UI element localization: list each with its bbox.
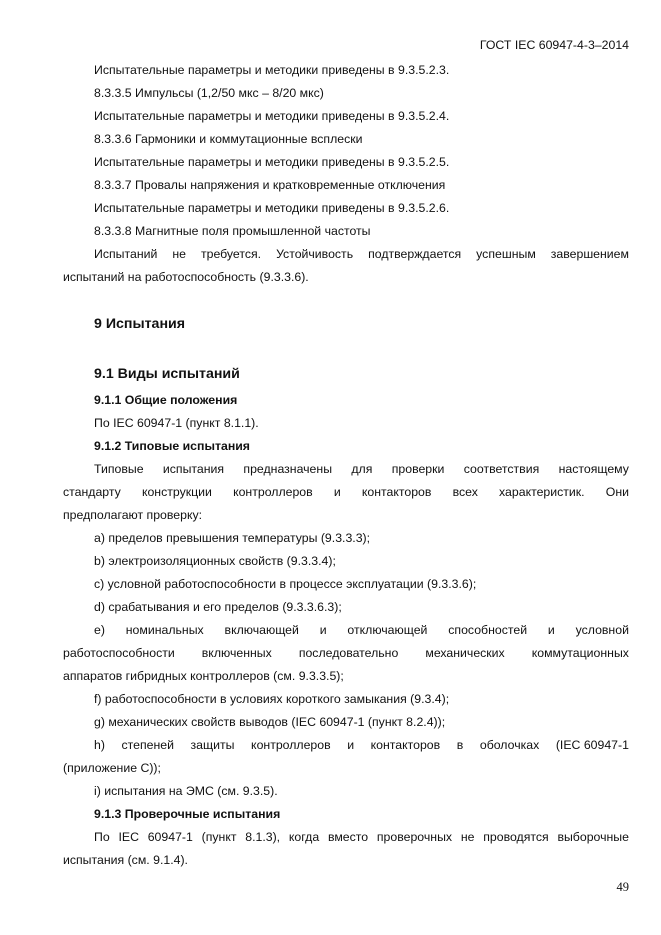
word: способностей	[448, 623, 528, 637]
list-item: аппаратов гибридных контроллеров (см. 9.3.3.5);	[63, 669, 344, 683]
paragraph: Испытательные параметры и методики приведены в 9.3.5.2.5.	[94, 155, 450, 169]
word: IEC	[118, 830, 139, 844]
word: последовательно	[298, 646, 399, 660]
word: характеристик.	[499, 485, 585, 499]
word: контроллеров	[251, 738, 331, 752]
clause-heading: 8.3.3.7 Провалы напряжения и кратковременные отключения	[94, 178, 446, 192]
justified-line	[63, 484, 629, 500]
word: предназначены	[243, 462, 333, 476]
word: e)	[94, 623, 105, 637]
list-item: c) условной работоспособности в процессе эксплуатации (9.3.3.6);	[94, 577, 477, 591]
word: номинальных	[125, 623, 204, 637]
word: проверочных	[376, 830, 453, 844]
word: оболочках	[479, 738, 540, 752]
word: степеней	[121, 738, 174, 752]
word: выборочные	[557, 830, 629, 844]
list-item: i) испытания на ЭМС (см. 9.3.5).	[94, 784, 278, 798]
paragraph: испытаний на работоспособность (9.3.3.6).	[63, 270, 309, 284]
word: и	[547, 623, 555, 637]
paragraph: Испытательные параметры и методики приведены в 9.3.5.2.6.	[94, 201, 450, 215]
word: (пункт	[201, 830, 237, 844]
word: успешным	[476, 247, 536, 261]
word: вместо	[327, 830, 369, 844]
word: 60947-1	[147, 830, 193, 844]
word: По	[94, 830, 110, 844]
page-number: 49	[616, 880, 629, 894]
list-item: f) работоспособности в условиях короткого замыкания (9.3.4);	[94, 692, 450, 706]
justified-line	[94, 622, 629, 638]
word: когда	[288, 830, 320, 844]
word: контакторов	[361, 485, 432, 499]
word: условной	[575, 623, 629, 637]
justified-line	[94, 829, 629, 845]
word: всех	[452, 485, 478, 499]
paragraph: испытания (см. 9.1.4).	[63, 853, 188, 867]
word: завершением	[550, 247, 629, 261]
word: в	[456, 738, 464, 752]
word: испытания	[162, 462, 225, 476]
section-heading: 9 Испытания	[94, 316, 186, 332]
justified-line	[63, 645, 629, 661]
standard-header: ГОСТ IEC 60947-4-3–2014	[479, 38, 629, 52]
clause-heading: 9.1.1 Общие положения	[94, 393, 238, 407]
word: проверки	[391, 462, 445, 476]
word: и	[333, 485, 341, 499]
word: подтверждается	[368, 247, 462, 261]
list-item: d) срабатывания и его пределов (9.3.3.6.3);	[94, 600, 342, 614]
subsection-heading: 9.1 Виды испытаний	[94, 366, 240, 382]
list-item: b) электроизоляционных свойств (9.3.3.4);	[94, 554, 336, 568]
paragraph: По IEC 60947-1 (пункт 8.1.1).	[94, 416, 259, 430]
word: 8.1.3),	[245, 830, 281, 844]
word: не	[460, 830, 475, 844]
clause-heading: 9.1.3 Проверочные испытания	[94, 807, 281, 821]
list-item: g) механических свойств выводов (IEC 60947-1 (пункт 8.2.4));	[94, 715, 446, 729]
word: Устойчивость	[276, 247, 354, 261]
word: отключающей	[347, 623, 428, 637]
word: коммутационных	[531, 646, 629, 660]
clause-heading: 9.1.2 Типовые испытания	[94, 439, 250, 453]
word: Типовые	[94, 462, 144, 476]
word: Они	[605, 485, 629, 499]
justified-line	[94, 246, 629, 262]
word: стандарту	[63, 485, 121, 499]
clause-heading: 8.3.3.5 Импульсы (1,2/50 мкс – 8/20 мкс)	[94, 86, 324, 100]
clause-heading: 8.3.3.8 Магнитные поля промышленной частоты	[94, 224, 371, 238]
justified-line	[94, 461, 629, 477]
word: (IEC 60947-1	[555, 738, 629, 752]
clause-heading: 8.3.3.6 Гармоники и коммутационные всплески	[94, 132, 363, 146]
word: контакторов	[370, 738, 441, 752]
justified-line	[94, 737, 629, 753]
word: h)	[94, 738, 105, 752]
word: и	[319, 623, 327, 637]
word: работоспособности	[63, 646, 175, 660]
word: для	[351, 462, 373, 476]
word: требуется.	[200, 247, 262, 261]
word: не	[172, 247, 186, 261]
word: контроллеров	[233, 485, 313, 499]
word: настоящему	[558, 462, 629, 476]
word: Испытаний	[94, 247, 158, 261]
word: включающей	[224, 623, 299, 637]
list-item: (приложение C));	[63, 761, 161, 775]
word: и	[347, 738, 355, 752]
word: механических	[425, 646, 505, 660]
paragraph: Испытательные параметры и методики приведены в 9.3.5.2.4.	[94, 109, 450, 123]
word: конструкции	[141, 485, 212, 499]
word: проводятся	[483, 830, 549, 844]
paragraph: предполагают проверку:	[63, 508, 203, 522]
word: включенных	[201, 646, 272, 660]
list-item: a) пределов превышения температуры (9.3.3.3);	[94, 531, 371, 545]
paragraph: Испытательные параметры и методики приведены в 9.3.5.2.3.	[94, 63, 450, 77]
word: соответствия	[463, 462, 540, 476]
word: защиты	[190, 738, 235, 752]
